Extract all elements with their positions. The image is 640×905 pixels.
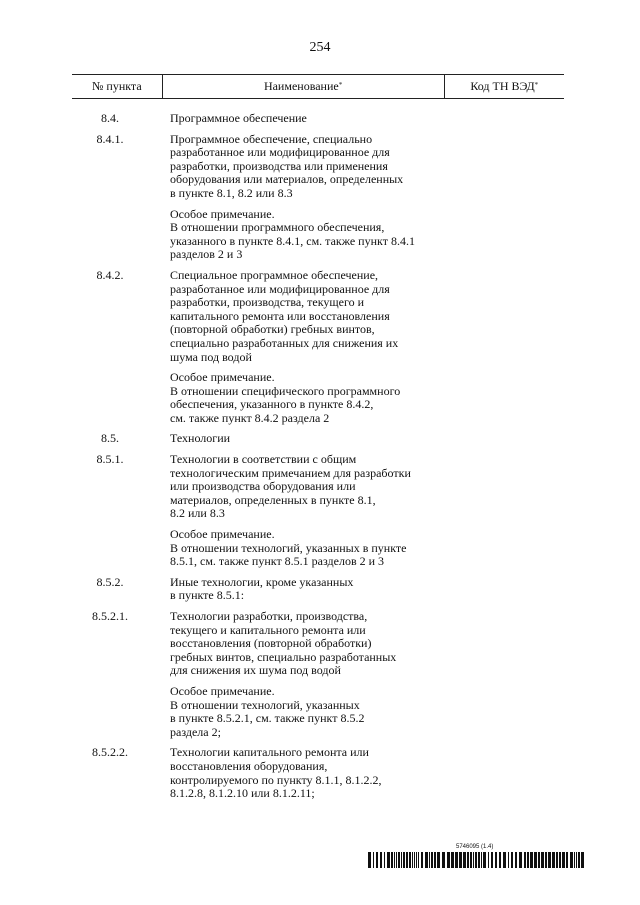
item-number: 8.5.1. [96,452,124,467]
table-row [72,610,564,678]
barcode-bar [406,852,408,868]
table-row [72,685,564,739]
barcode-bar [534,852,537,868]
header-name-label: Наименование [263,79,339,93]
item-number [72,208,148,262]
table-row [72,133,564,201]
header-name [163,75,445,98]
barcode-bar [467,852,469,868]
special-note-text: Особое примечание. В отношении технологий, указанных в пункте 8.5.2.1, см. также пункт 8.5.2 раздела 2; [170,683,365,739]
barcode-bar [570,852,573,868]
item-text: Технологии капитального ремонта или восстановления оборудования, контролируемого по пункту 8.1.1, 8.1.2.2, 8.1.2.8, 8.1.2.10 или 8.1.2.11; [170,745,382,801]
barcode-bar [368,852,371,868]
barcode-bar [515,852,517,868]
barcode-bar [421,852,423,868]
barcode-bar [373,852,374,868]
barcode-bar [429,852,430,868]
barcode-bar [538,852,540,868]
barcode-bar [459,852,462,868]
barcode-bar [455,852,458,868]
barcode-bar [412,852,413,868]
header-code [445,75,565,98]
barcode-bar [396,852,397,868]
special-note-text: Особое примечание. В отношении программного обеспечения, указанного в пункте 8.4.1, см. также пункт 8.4.1 разделов 2 и 3 [170,206,415,262]
table-row [72,208,564,262]
barcode-bar [398,852,400,868]
barcode-bar [559,852,561,868]
item-number [72,685,148,739]
item-number: 8.4.2. [96,267,124,282]
item-text: Технологии разработки, производства, текущего и капитального ремонта или восстановления (повторной обработки) гребных винтов, специально разработанных для снижения их шума под водой [170,609,397,678]
barcode-bar [442,852,445,868]
barcode-bar [483,852,486,868]
special-note-text: Особое примечание. В отношении технологий, указанных в пункте 8.5.1, см. также пункт 8.5.1 разделов 2 и 3 [170,527,407,569]
item-number: 8.5.2.1. [92,609,128,623]
barcode-bar [530,852,533,868]
barcode-bar [387,852,390,868]
barcode-bar [566,852,568,868]
item-text: Технологии в соответствии с общим технологическим примечанием для разработки или производства оборудования или материалов, определенных в пункте 8.1, 8.2 или 8.3 [170,452,411,521]
item-text: Иные технологии, кроме указанных в пункте 8.5.1: [170,574,354,603]
page-number: 254 [309,40,331,55]
table-row [72,576,564,603]
table-row [72,112,564,126]
item-number: 8.5.2. [96,574,124,589]
barcode-bar [503,852,506,868]
table-row [72,746,564,800]
item-number: 8.5.2.2. [92,745,128,760]
table-row [72,269,564,364]
table-body [72,112,564,801]
item-text: Программное обеспечение [170,111,307,125]
barcode-bar [380,852,382,868]
table-row [72,432,564,446]
barcode-bar [581,852,584,868]
barcode-label: 5746095 (1.4) [456,844,494,850]
barcode-bar [524,852,526,868]
barcode-bar [431,852,433,868]
barcode-bar [414,852,415,868]
item-number: 8.4.1. [96,131,124,146]
barcode-bar [473,852,474,868]
barcode-bar [562,852,565,868]
barcode-bar [541,852,544,868]
barcode-bar [403,852,405,868]
barcode-bar [576,852,577,868]
item-text: Технологии [170,431,231,446]
barcode-bar [552,852,555,868]
item-number [72,528,148,569]
barcode-bar [481,852,482,868]
header-code-label: Код ТН ВЭД [470,79,535,93]
item-text: Специальное программное обеспечение, разработанное или модифицированное для разработки, производства, текущего и капитального ремонта или восстановления (повторной обработки) гребных винтов, специально разработанных для снижения их шума под водой [170,267,399,364]
barcode-bar [548,852,551,868]
barcode-bar [478,852,480,868]
barcode-bar [437,852,440,868]
item-number: 8.5. [101,431,119,446]
barcode-bar [401,852,402,868]
barcode-bar [508,852,509,868]
header-code-footnote-mark: * [534,80,539,89]
item-number: 8.4. [101,111,119,125]
barcode-bar [376,852,378,868]
barcode-bar [574,852,575,868]
barcode-bar [491,852,493,868]
barcode-bar [499,852,501,868]
item-text: Программное обеспечение, специально разработанное или модифицированное для разработки, производства или применения оборудования или материалов, определенных в пункте 8.1, 8.2 или 8.3 [170,131,404,200]
barcode-bar [409,852,411,868]
barcode-bar [447,852,450,868]
barcode-bar [418,852,419,868]
barcode-bar [495,852,497,868]
header-name-footnote-mark: * [338,80,343,89]
barcode-bar [451,852,454,868]
special-note-text: Особое примечание. В отношении специфического программного обеспечения, указанного в пункте 8.4.2, см. также пункт 8.4.2 раздела 2 [170,370,401,425]
barcode-bar [545,852,547,868]
barcode-bar [463,852,466,868]
barcode-bar [475,852,477,868]
table-row [72,371,564,425]
barcode-bar [470,852,472,868]
barcode-bar [425,852,428,868]
header-item-number [72,75,163,98]
barcode-bar [434,852,436,868]
barcode-bar [384,852,385,868]
item-number [72,371,148,425]
table-row [72,528,564,569]
header-item-number-label: № пункта [91,79,142,93]
barcode-bar [578,852,580,868]
barcode-bar [391,852,393,868]
barcode-bar [488,852,489,868]
barcode-bar [511,852,513,868]
barcode-bar [519,852,522,868]
barcode-bar [556,852,558,868]
barcode-bar [394,852,395,868]
barcode-bar [527,852,529,868]
table-header [72,74,564,99]
barcode [368,852,588,868]
table-row [72,453,564,521]
barcode-bar [416,852,417,868]
